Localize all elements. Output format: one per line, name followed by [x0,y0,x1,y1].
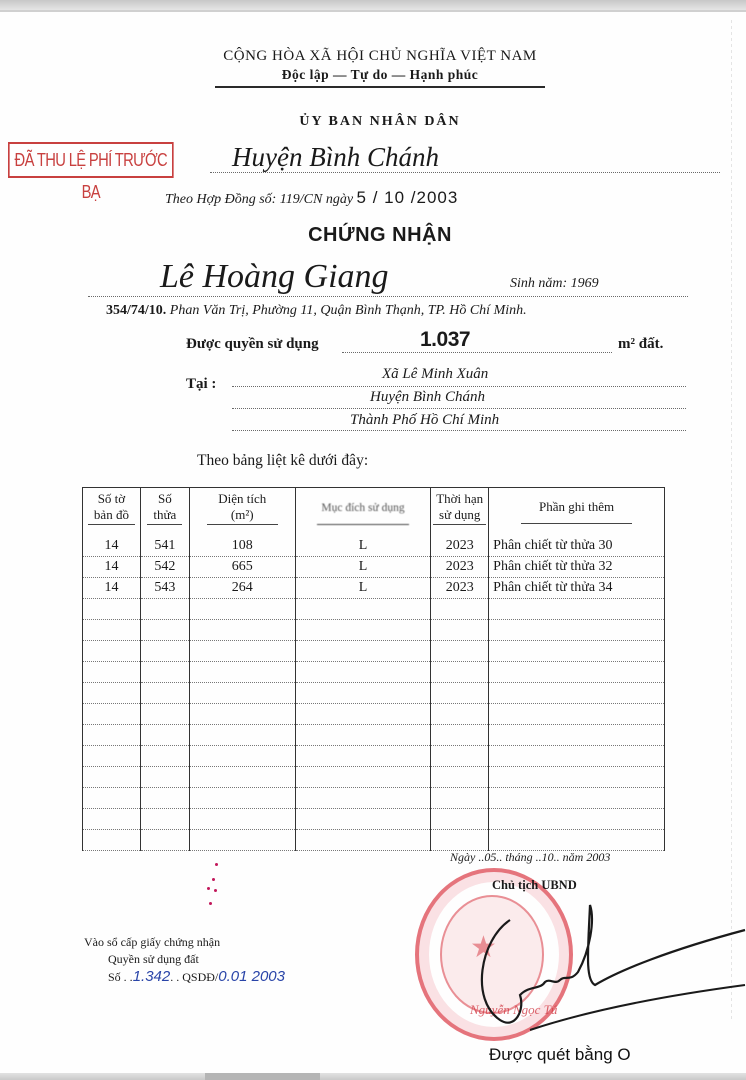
empty-cell [140,599,189,620]
area-dotted-line [342,352,612,353]
empty-cell [83,746,141,767]
cell-term: 2023 [431,578,489,599]
location-dotted-line-1 [232,386,686,387]
empty-cell [489,788,665,809]
registration-handwritten-number: 1.342 [132,968,171,985]
empty-cell [140,683,189,704]
registration-line-2: Quyền sử dụng đất [108,952,199,966]
empty-cell [140,788,189,809]
contract-prefix: Theo Hợp Đồng số: 119/CN ngày [165,192,354,207]
list-intro: Theo bảng liệt kê dưới đây: [197,452,369,469]
empty-cell [140,641,189,662]
empty-cell [431,767,489,788]
cell-map-sheet: 14 [83,536,141,557]
header-rule [215,86,545,88]
signer-name: Nguyễn Ngọc Tú [470,1002,558,1017]
nation-heading: CỘNG HÒA XÃ HỘI CHỦ NGHĨA VIỆT NAM [223,48,537,64]
empty-cell [431,620,489,641]
empty-cell [489,620,665,641]
empty-cell [189,704,295,725]
empty-cell [189,662,295,683]
empty-cell [295,809,431,830]
empty-cell [431,599,489,620]
table-row-empty [83,704,665,725]
empty-cell [431,704,489,725]
empty-cell [83,683,141,704]
location-district: Huyện Bình Chánh [370,389,485,405]
empty-cell [295,788,431,809]
empty-cell [140,662,189,683]
empty-cell [431,662,489,683]
cell-area: 264 [189,578,295,599]
motto: Độc lập — Tự do — Hạnh phúc [281,67,479,82]
table-row-empty [83,662,665,683]
cell-parcel: 541 [140,536,189,557]
cell-purpose: L [295,578,431,599]
land-area-unit: m² đất. [618,336,664,352]
empty-cell [83,725,141,746]
empty-cell [140,830,189,851]
header-term: Thời hạn sử dụng [431,488,489,537]
paper-edge [731,20,732,1020]
empty-cell [140,725,189,746]
owner-dotted-line [88,296,688,297]
location-dotted-line-3 [232,430,686,431]
empty-cell [83,662,141,683]
table-row-empty [83,599,665,620]
top-edge-bar [0,0,746,10]
cell-area: 108 [189,536,295,557]
header-purpose: Mục đích sử dụng [295,488,431,537]
land-right-label: Được quyền sử dụng [186,336,319,352]
cell-map-sheet: 14 [83,578,141,599]
cell-map-sheet: 14 [83,557,141,578]
certificate-title: CHỨNG NHẬN [308,224,452,246]
ink-speck [214,889,217,892]
empty-cell [189,599,295,620]
empty-cell [140,746,189,767]
location-commune: Xã Lê Minh Xuân [382,366,489,382]
scroll-handle[interactable] [205,1073,320,1080]
empty-cell [295,746,431,767]
empty-cell [431,809,489,830]
address-rest: Phan Văn Trị, Phường 11, Quận Bình Thạnh, TP. Hồ Chí Minh. [169,303,527,318]
empty-cell [295,725,431,746]
empty-cell [140,767,189,788]
empty-cell [295,620,431,641]
ink-speck [207,887,210,890]
table-header-row [83,488,665,537]
empty-cell [295,599,431,620]
empty-cell [83,599,141,620]
empty-cell [83,620,141,641]
ink-speck [209,902,212,905]
table-row [83,536,665,557]
table-row-empty [83,830,665,851]
cell-term: 2023 [431,557,489,578]
cell-note: Phân chiết từ thửa 30 [489,536,665,557]
land-area-value: 1.037 [420,328,471,351]
table-row-empty [83,767,665,788]
empty-cell [431,788,489,809]
cell-purpose: L [295,536,431,557]
authority-heading: ỦY BAN NHÂN DÂN [299,114,461,129]
location-city: Thành Phố Hồ Chí Minh [350,412,500,428]
table-row-empty [83,620,665,641]
contract-date: 5 / 10 /2003 [356,188,459,207]
empty-cell [189,641,295,662]
empty-cell [489,641,665,662]
table-row-empty [83,788,665,809]
cell-parcel: 542 [140,557,189,578]
empty-cell [189,620,295,641]
table-row-empty [83,746,665,767]
registration-line-1: Vào sổ cấp giấy chứng nhận [84,935,221,949]
table-row-empty [83,683,665,704]
location-dotted-line-2 [232,408,686,409]
header-parcel-number: Số thửa [140,488,189,537]
empty-cell [83,788,141,809]
table-body [83,536,665,851]
empty-cell [295,641,431,662]
empty-cell [489,662,665,683]
empty-cell [431,725,489,746]
empty-cell [83,704,141,725]
fee-paid-stamp: ĐÃ THU LỆ PHÍ TRƯỚC BẠ [8,142,174,178]
empty-cell [431,683,489,704]
owner-address [106,303,527,319]
empty-cell [431,746,489,767]
empty-cell [189,683,295,704]
registration-number: Số . .1.342. . QSDĐ/0.01 2003 [108,968,285,985]
signature [470,890,746,1040]
empty-cell [489,809,665,830]
bottom-edge-bar [0,1073,746,1080]
table-row-empty [83,641,665,662]
empty-cell [295,830,431,851]
empty-cell [431,641,489,662]
empty-cell [295,704,431,725]
birth-label: Sinh năm: [510,276,568,291]
empty-cell [189,746,295,767]
empty-cell [489,830,665,851]
empty-cell [140,704,189,725]
contract-reference [165,188,458,208]
location-label: Tại : [186,376,217,392]
district-name: Huyện Bình Chánh [232,142,439,172]
issue-date: Ngày ..05.. tháng ..10.. năm 2003 [450,850,611,864]
empty-cell [295,767,431,788]
empty-cell [189,830,295,851]
table-row [83,557,665,578]
empty-cell [189,767,295,788]
empty-cell [489,725,665,746]
cell-purpose: L [295,557,431,578]
scanner-watermark: Được quét bằng O [489,1045,631,1064]
empty-cell [489,704,665,725]
empty-cell [83,830,141,851]
empty-cell [189,788,295,809]
signer-title: Chủ tịch UBND [492,878,577,892]
cell-note: Phân chiết từ thửa 32 [489,557,665,578]
empty-cell [489,746,665,767]
empty-cell [83,767,141,788]
header-notes: Phần ghi thêm [489,488,665,537]
birth-year: 1969 [570,276,599,291]
ink-speck [215,863,218,866]
empty-cell [83,809,141,830]
empty-cell [489,767,665,788]
empty-cell [489,599,665,620]
empty-cell [295,662,431,683]
district-dotted-line [210,172,720,173]
table-row-empty [83,725,665,746]
empty-cell [83,641,141,662]
cell-note: Phân chiết từ thửa 34 [489,578,665,599]
cell-term: 2023 [431,536,489,557]
header-map-sheet: Số tờ bản đồ [83,488,141,537]
empty-cell [140,809,189,830]
empty-cell [189,809,295,830]
birth-info [510,276,599,292]
owner-name: Lê Hoàng Giang [160,258,389,295]
land-parcel-table [82,487,665,851]
cell-parcel: 543 [140,578,189,599]
empty-cell [489,683,665,704]
ink-speck [212,878,215,881]
star-icon: ★ [470,931,497,964]
cell-area: 665 [189,557,295,578]
table-row [83,578,665,599]
address-number: 354/74/10. [106,303,167,318]
empty-cell [295,683,431,704]
table-row-empty [83,809,665,830]
registration-handwritten-code: 0.01 2003 [218,968,285,985]
empty-cell [140,620,189,641]
header-area: Diện tích (m²) [189,488,295,537]
empty-cell [189,725,295,746]
empty-cell [431,830,489,851]
